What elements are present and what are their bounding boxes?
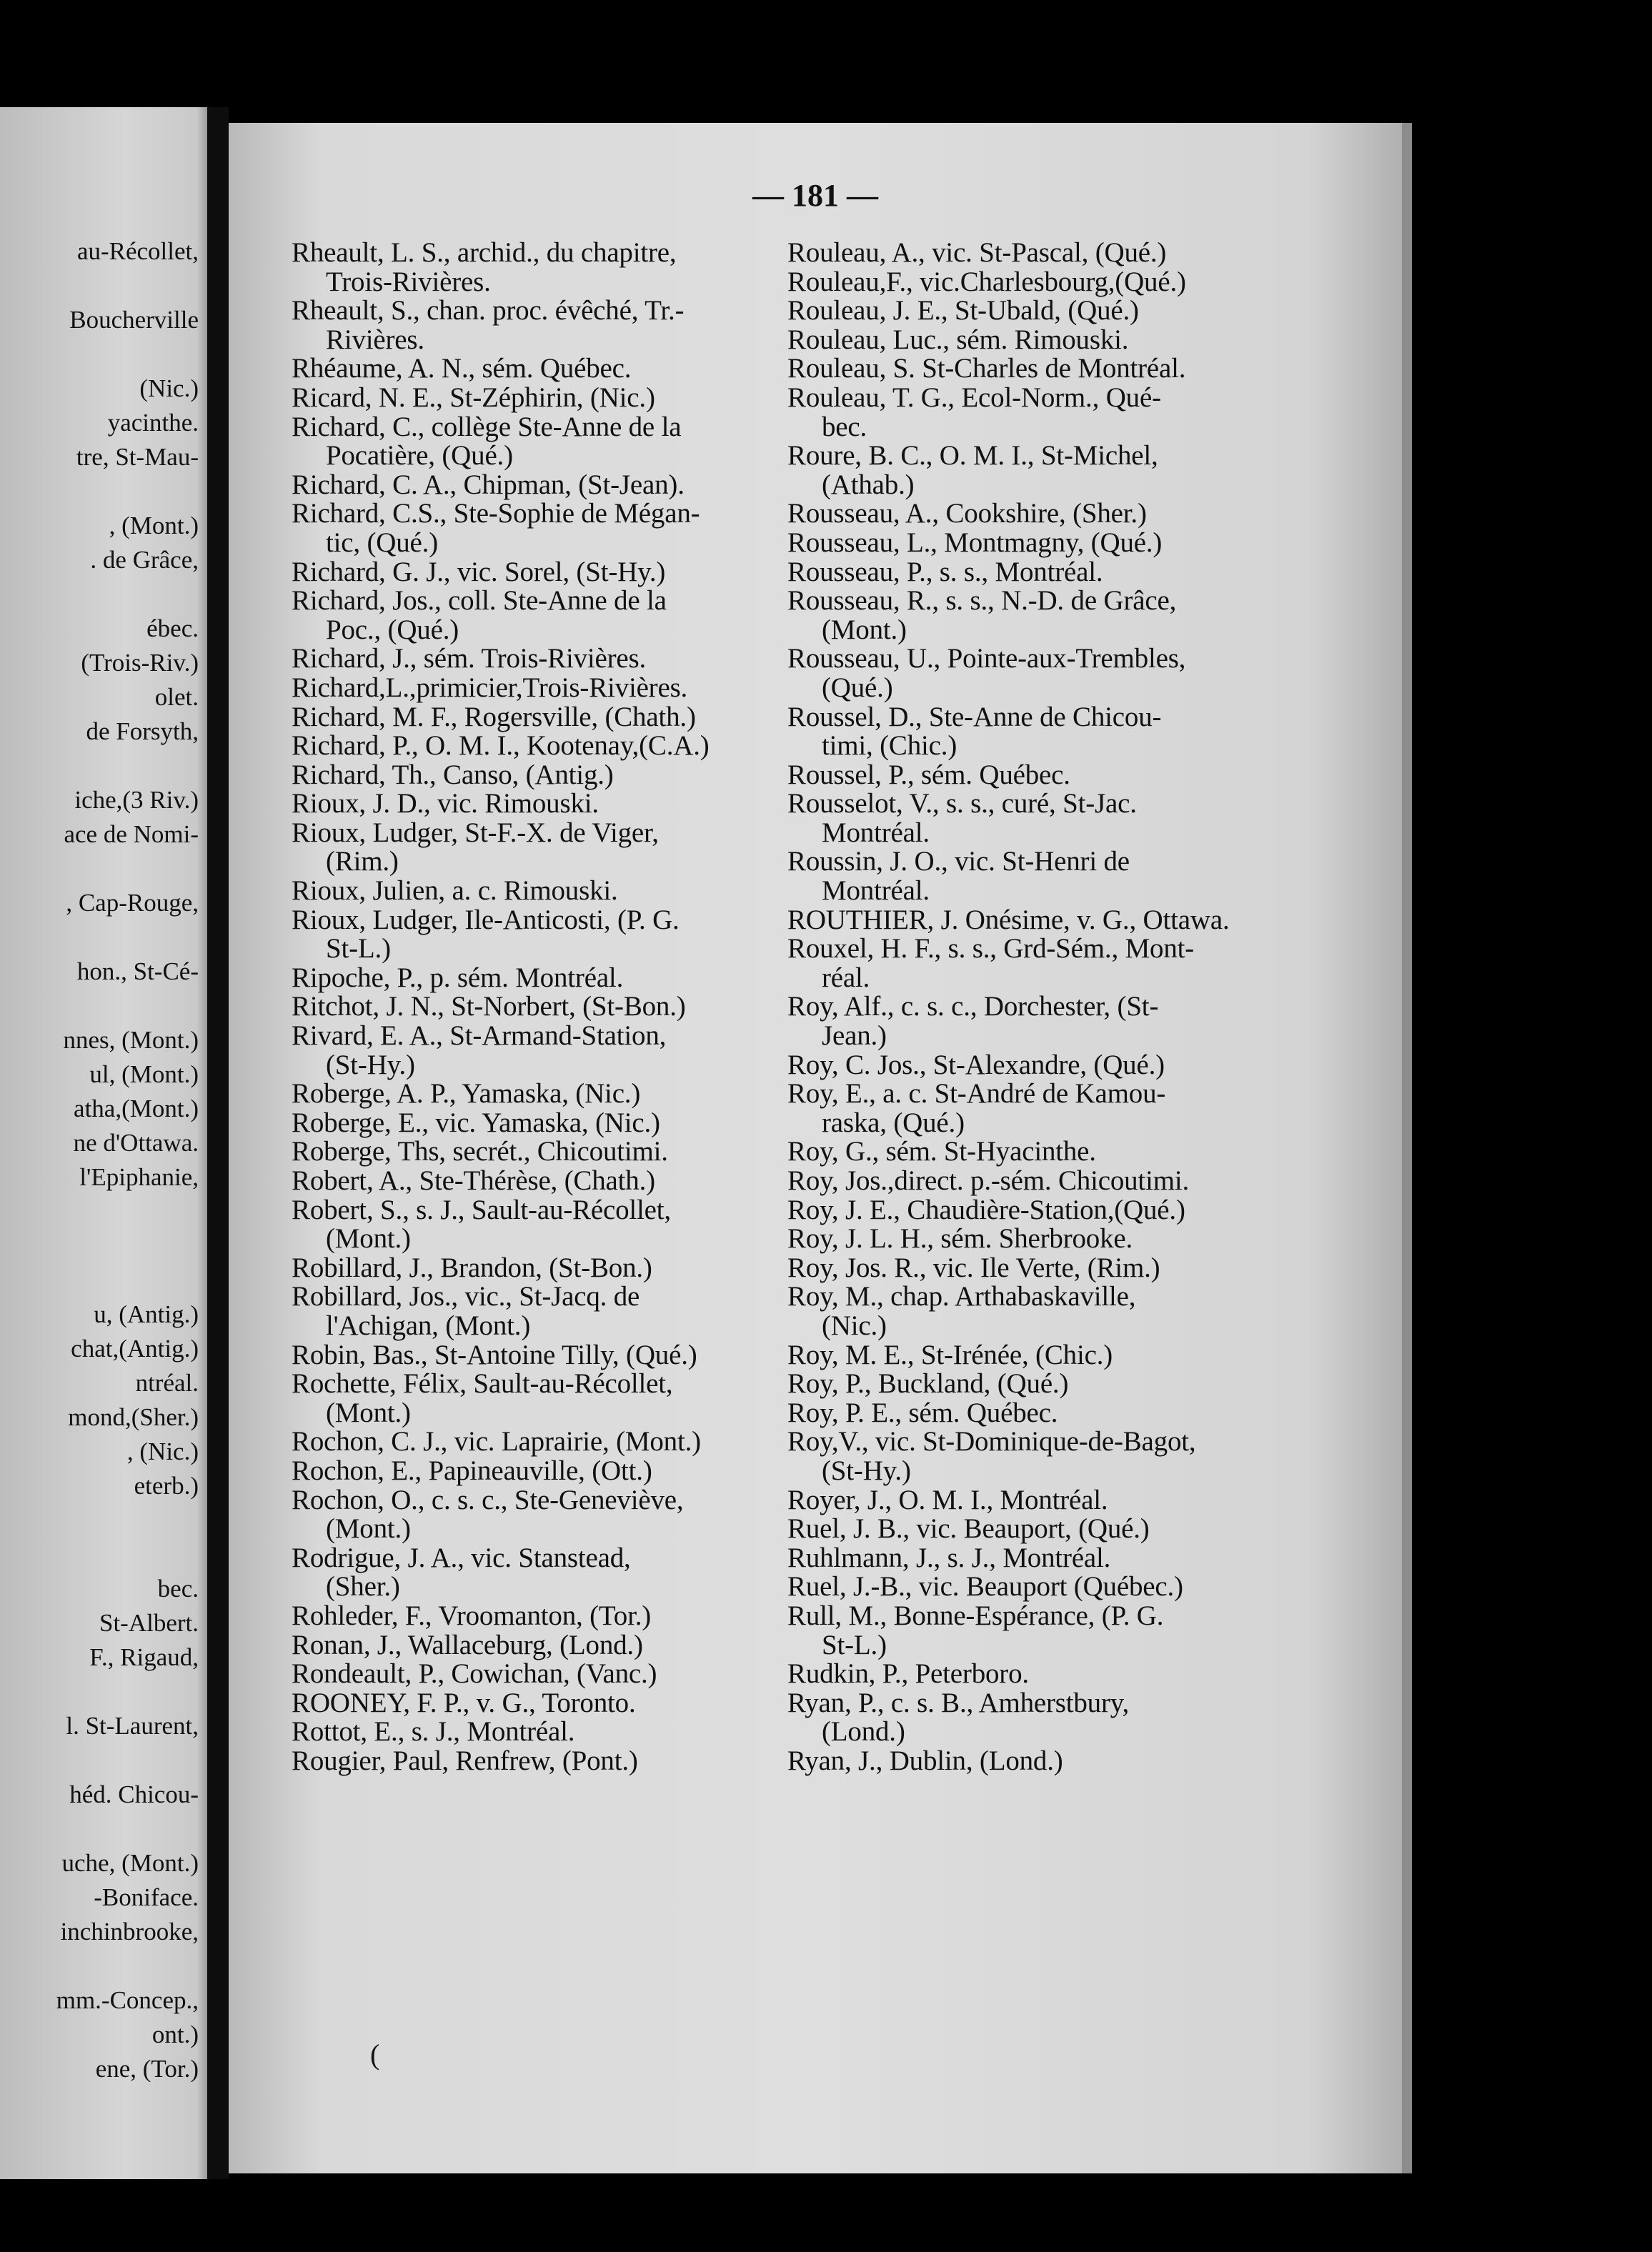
directory-entry-line: Rondeault, P., Cowichan, (Vanc.) [292, 1658, 657, 1690]
directory-entry-line: timi, (Chic.) [822, 730, 957, 762]
previous-page-line: St-Albert. [99, 1609, 199, 1637]
previous-page-line: inchinbrooke, [60, 1918, 199, 1945]
previous-page-line: bec. [157, 1575, 199, 1603]
directory-entry-line: (Rim.) [326, 846, 399, 877]
directory-entry-line: Rouleau, T. G., Ecol-Norm., Qué- [787, 382, 1161, 413]
directory-entry-line: Ruel, J. B., vic. Beauport, (Qué.) [787, 1513, 1150, 1545]
directory-entry-line: Ronan, J., Wallaceburg, (Lond.) [292, 1629, 643, 1660]
directory-entry-line: Rochon, O., c. s. c., Ste-Geneviève, [292, 1484, 684, 1515]
directory-entry-line: Roussel, P., sém. Québec. [787, 759, 1070, 790]
directory-entry-line: Roy, C. Jos., St-Alexandre, (Qué.) [787, 1049, 1165, 1080]
directory-entry-line: raska, (Qué.) [822, 1107, 965, 1138]
directory-entry-line: Roy, P. E., sém. Québec. [787, 1397, 1058, 1428]
directory-entry-line: Richard, C.S., Ste-Sophie de Mégan- [292, 498, 700, 529]
directory-entry-line: St-L.) [822, 1629, 887, 1660]
directory-entry-line: Robillard, Jos., vic., St-Jacq. de [292, 1281, 640, 1312]
directory-entry-line: Richard, Th., Canso, (Antig.) [292, 759, 614, 790]
previous-page-line: tre, St-Mau- [76, 443, 199, 471]
previous-page-line: ne d'Ottawa. [73, 1129, 199, 1157]
previous-page-line: eterb.) [134, 1472, 199, 1500]
directory-entry-line: Richard, M. F., Rogersville, (Chath.) [292, 701, 696, 732]
previous-page-line: nnes, (Mont.) [63, 1026, 199, 1054]
previous-page-line: l. St-Laurent, [66, 1712, 199, 1740]
directory-entry-line: Robin, Bas., St-Antoine Tilly, (Qué.) [292, 1339, 697, 1370]
directory-entry-line: Trois-Rivières. [326, 266, 491, 297]
directory-entry-line: Richard, J., sém. Trois-Rivières. [292, 643, 647, 674]
directory-entry-line: Roure, B. C., O. M. I., St-Michel, [787, 440, 1158, 472]
directory-entry-line: Ricard, N. E., St-Zéphirin, (Nic.) [292, 382, 655, 413]
directory-entry-line: Rheault, L. S., archid., du chapitre, [292, 237, 677, 268]
previous-page-line: l'Epiphanie, [79, 1163, 199, 1191]
previous-page-line: , (Mont.) [109, 512, 199, 539]
directory-entry-line: Pocatière, (Qué.) [326, 440, 513, 472]
previous-page-line: Boucherville [69, 306, 199, 334]
previous-page-line: ntréal. [135, 1369, 199, 1397]
previous-page-line: de Forsyth, [86, 717, 199, 745]
previous-page-line: chat,(Antig.) [71, 1335, 199, 1362]
left-column [292, 239, 763, 1775]
previous-page-line: olet. [154, 683, 199, 711]
directory-entry-line: Rouleau, S. St-Charles de Montréal. [787, 353, 1186, 384]
previous-page-line: u, (Antig.) [94, 1300, 199, 1328]
directory-entry-line: (Mont.) [326, 1397, 411, 1428]
directory-entry-line: (Mont.) [326, 1513, 411, 1545]
directory-entry-line: Rheault, S., chan. proc. évêché, Tr.- [292, 295, 685, 327]
directory-entry-line: Rochette, Félix, Sault-au-Récollet, [292, 1368, 673, 1400]
directory-entry-line: Montréal. [822, 817, 930, 848]
previous-page-line: F., Rigaud, [89, 1643, 199, 1671]
previous-page-line: , Cap-Rouge, [66, 889, 199, 917]
directory-entry-line: Richard,L.,primicier,Trois-Rivières. [292, 672, 688, 703]
previous-page-line: au-Récollet, [76, 237, 199, 265]
directory-entry-line: Ryan, P., c. s. B., Amherstbury, [787, 1687, 1130, 1718]
previous-page-line: ébec. [146, 614, 199, 642]
previous-page-line: . de Grâce, [90, 546, 199, 574]
directory-entry-line: Rioux, Julien, a. c. Rimouski. [292, 875, 618, 907]
directory-entry-line: Richard, C. A., Chipman, (St-Jean). [292, 469, 685, 500]
previous-page-line: yacinthe. [107, 409, 199, 437]
previous-page-fragment [0, 107, 207, 2179]
directory-entry-line: Rodrigue, J. A., vic. Stanstead, [292, 1542, 631, 1573]
directory-entry-line: ROUTHIER, J. Onésime, v. G., Ottawa. [787, 904, 1230, 935]
previous-page-line: ace de Nomi- [64, 820, 199, 848]
directory-entry-line: Robert, A., Ste-Thérèse, (Chath.) [292, 1165, 655, 1196]
directory-entry-line: Roy, G., sém. St-Hyacinthe. [787, 1136, 1096, 1167]
directory-entry-line: Ruel, J.-B., vic. Beauport (Québec.) [787, 1571, 1183, 1603]
directory-entry-line: (Sher.) [326, 1571, 400, 1603]
directory-entry-line: Roy, Jos. R., vic. Ile Verte, (Rim.) [787, 1252, 1160, 1283]
directory-entry-line: Jean.) [822, 1020, 887, 1052]
book-gutter [207, 107, 229, 2179]
directory-entry-line: bec. [822, 411, 867, 442]
directory-entry-line: Roy, M. E., St-Irénée, (Chic.) [787, 1339, 1113, 1370]
directory-entry-line: Rivières. [326, 324, 424, 355]
directory-entry-line: Rouleau, A., vic. St-Pascal, (Qué.) [787, 237, 1167, 268]
directory-entry-line: Rouleau, J. E., St-Ubald, (Qué.) [787, 295, 1139, 327]
directory-entry-line: Rousseau, A., Cookshire, (Sher.) [787, 498, 1147, 529]
previous-page-line: ene, (Tor.) [95, 2055, 199, 2083]
directory-entry-line: Ruhlmann, J., s. J., Montréal. [787, 1542, 1111, 1573]
directory-entry-line: (Mont.) [326, 1223, 411, 1255]
directory-entry-line: Robert, S., s. J., Sault-au-Récollet, [292, 1194, 671, 1225]
directory-entry-line: Rousseau, L., Montmagny, (Qué.) [787, 527, 1163, 558]
directory-entry-line: (St-Hy.) [822, 1455, 911, 1486]
directory-entry-line: (Lond.) [822, 1716, 905, 1748]
directory-entry-line: Richard, Jos., coll. Ste-Anne de la [292, 585, 667, 617]
directory-entry-line: Robillard, J., Brandon, (St-Bon.) [292, 1252, 652, 1283]
directory-entry-line: Roy, P., Buckland, (Qué.) [787, 1368, 1069, 1400]
directory-entry-line: Roberge, Ths, secrét., Chicoutimi. [292, 1136, 668, 1167]
previous-page-line: atha,(Mont.) [74, 1095, 199, 1122]
directory-entry-line: (Athab.) [822, 469, 915, 500]
directory-entry-line: ROONEY, F. P., v. G., Toronto. [292, 1687, 636, 1718]
directory-entry-line: Montréal. [822, 875, 930, 907]
directory-entry-line: Rochon, E., Papineauville, (Ott.) [292, 1455, 652, 1486]
directory-entry-line: Rhéaume, A. N., sém. Québec. [292, 353, 632, 384]
page-edge [1402, 123, 1412, 2173]
directory-entry-line: Rull, M., Bonne-Espérance, (P. G. [787, 1600, 1164, 1631]
directory-entry-line: (St-Hy.) [326, 1049, 415, 1080]
previous-page-line: mm.-Concep., [56, 1986, 199, 2014]
directory-entry-line: tic, (Qué.) [326, 527, 438, 558]
previous-page-line: -Boniface. [94, 1883, 199, 1911]
previous-page-line: uche, (Mont.) [61, 1849, 199, 1877]
previous-page-line: mond,(Sher.) [68, 1403, 199, 1431]
directory-entry-line: (Mont.) [822, 614, 907, 645]
directory-entry-line: Richard, G. J., vic. Sorel, (St-Hy.) [292, 556, 666, 587]
directory-entry-line: Roy, Alf., c. s. c., Dorchester, (St- [787, 991, 1159, 1022]
directory-entry-line: Rouleau, Luc., sém. Rimouski. [787, 324, 1129, 355]
directory-entry-line: Rottot, E., s. J., Montréal. [292, 1716, 575, 1748]
directory-entry-line: Roussin, J. O., vic. St-Henri de [787, 846, 1130, 877]
footer-mark: ( [370, 2038, 380, 2071]
page-number: — 181 — [752, 178, 878, 213]
directory-entry-line: Roy, M., chap. Arthabaskaville, [787, 1281, 1136, 1312]
directory-entry-line: Rohleder, F., Vroomanton, (Tor.) [292, 1600, 652, 1631]
previous-page-line: iche,(3 Riv.) [74, 786, 199, 814]
directory-entry-line: Rousseau, R., s. s., N.-D. de Grâce, [787, 585, 1177, 617]
directory-entry-line: St-L.) [326, 933, 391, 965]
directory-entry-line: Roy, J. L. H., sém. Sherbrooke. [787, 1223, 1133, 1255]
directory-entry-line: Roy, J. E., Chaudière-Station,(Qué.) [787, 1194, 1185, 1225]
previous-page-line: ont.) [151, 2021, 199, 2048]
directory-entry-line: Rivard, E. A., St-Armand-Station, [292, 1020, 667, 1052]
directory-entry-line: Ritchot, J. N., St-Norbert, (St-Bon.) [292, 991, 686, 1022]
directory-entry-line: Rouxel, H. F., s. s., Grd-Sém., Mont- [787, 933, 1195, 965]
directory-entry-line: Ryan, J., Dublin, (Lond.) [787, 1745, 1063, 1776]
directory-entry-line: Richard, C., collège Ste-Anne de la [292, 411, 682, 442]
directory-entry-line: Rousselot, V., s. s., curé, St-Jac. [787, 788, 1137, 819]
directory-entry-line: Rioux, J. D., vic. Rimouski. [292, 788, 599, 819]
directory-entry-line: Ripoche, P., p. sém. Montréal. [292, 962, 624, 993]
directory-entry-line: Rouleau,F., vic.Charlesbourg,(Qué.) [787, 266, 1186, 297]
directory-entry-line: Richard, P., O. M. I., Kootenay,(C.A.) [292, 730, 710, 762]
previous-page-line: (Trois-Riv.) [81, 649, 199, 677]
directory-entry-line: Roberge, A. P., Yamaska, (Nic.) [292, 1078, 641, 1110]
directory-entry-line: Rudkin, P., Peterboro. [787, 1658, 1029, 1690]
directory-entry-line: Rioux, Ludger, St-F.-X. de Viger, [292, 817, 659, 848]
directory-entry-line: Rioux, Ludger, Ile-Anticosti, (P. G. [292, 904, 680, 935]
previous-page-line: hon., St-Cé- [76, 957, 199, 985]
directory-entry-line: Rousseau, P., s. s., Montréal. [787, 556, 1103, 587]
directory-entry-line: l'Achigan, (Mont.) [326, 1310, 531, 1341]
directory-entry-line: Royer, J., O. M. I., Montréal. [787, 1484, 1108, 1515]
directory-entry-line: Rougier, Paul, Renfrew, (Pont.) [292, 1745, 638, 1776]
directory-entry-line: Roy, Jos.,direct. p.-sém. Chicoutimi. [787, 1165, 1190, 1196]
directory-entry-line: (Qué.) [822, 672, 893, 703]
previous-page-line: ul, (Mont.) [89, 1060, 199, 1088]
right-column [787, 239, 1359, 1775]
directory-entry-line: Rousseau, U., Pointe-aux-Trembles, [787, 643, 1186, 674]
directory-entry-line: réal. [822, 962, 870, 993]
directory-entry-line: Roberge, E., vic. Yamaska, (Nic.) [292, 1107, 660, 1138]
previous-page-line: héd. Chicou- [69, 1780, 199, 1808]
directory-entry-line: Roy,V., vic. St-Dominique-de-Bagot, [787, 1426, 1196, 1458]
directory-page [229, 123, 1402, 2173]
previous-page-line: (Nic.) [139, 374, 199, 402]
directory-entry-line: Rochon, C. J., vic. Laprairie, (Mont.) [292, 1426, 701, 1458]
directory-entry-line: (Nic.) [822, 1310, 887, 1341]
directory-entry-line: Roussel, D., Ste-Anne de Chicou- [787, 701, 1162, 732]
directory-entry-line: Roy, E., a. c. St-André de Kamou- [787, 1078, 1166, 1110]
previous-page-line: , (Nic.) [126, 1438, 199, 1465]
directory-entry-line: Poc., (Qué.) [326, 614, 459, 645]
